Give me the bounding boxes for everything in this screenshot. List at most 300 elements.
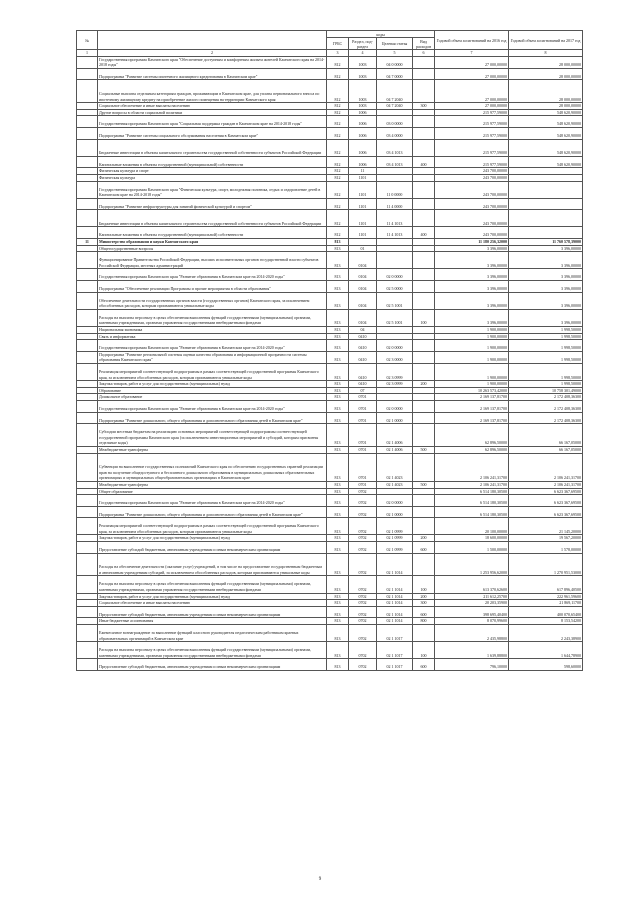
- row-amount-2016: 2 106 241,31700: [435, 481, 509, 488]
- row-section: 0702: [349, 506, 377, 518]
- row-grbs: 812: [327, 56, 349, 68]
- row-name: Подпрограмма "Развитие системы социального обслуживания населения в Камчатском крае": [98, 127, 327, 139]
- row-target: 02 1 0000: [377, 506, 413, 518]
- row-section: 0702: [349, 642, 377, 659]
- row-grbs: 812: [327, 127, 349, 139]
- table-row: [77, 227, 583, 239]
- row-amount-2017: [509, 227, 583, 239]
- row-name: Капитальные вложения в объекты государственной (муниципальной) собственности: [98, 156, 327, 168]
- row-num: [77, 181, 98, 198]
- row-target: 02 1 1017: [377, 625, 413, 642]
- row-target: 02 1 0999: [377, 535, 413, 542]
- row-amount-2017: 548 620,90000: [509, 139, 583, 156]
- row-target: 11 4 0000: [377, 198, 413, 210]
- row-amount-2016: 243 700,00000: [435, 181, 509, 198]
- row-amount-2017: 28 000,00000: [509, 80, 583, 103]
- table-row: [77, 168, 583, 175]
- row-amount-2017: [509, 174, 583, 181]
- row-grbs: 813: [327, 292, 349, 309]
- row-amount-2016: 27 000,00000: [435, 80, 509, 103]
- header-exp-type: Вид расходов: [413, 38, 435, 50]
- row-num: [77, 245, 98, 252]
- row-section: 0410: [349, 363, 377, 380]
- row-section: 0702: [349, 618, 377, 625]
- table-row: [77, 481, 583, 488]
- row-num: [77, 424, 98, 447]
- row-name: Министерство образования и науки Камчатского края: [98, 239, 327, 246]
- row-grbs: 813: [327, 453, 349, 481]
- row-section: 0104: [349, 292, 377, 309]
- column-index-cell: 4: [349, 50, 377, 57]
- row-name: Подпрограмма "Развитие системы ипотечного жилищного кредитования в Камчатском крае": [98, 68, 327, 80]
- row-num: [77, 400, 98, 412]
- row-section: 0702: [349, 542, 377, 554]
- table-row: [77, 446, 583, 453]
- row-name: Предоставление субсидий бюджетным, автономным учреждениям и иным некоммерческим организациям: [98, 659, 327, 671]
- row-grbs: 813: [327, 387, 349, 394]
- row-name: Межбюджетные трансферты: [98, 446, 327, 453]
- row-grbs: 813: [327, 394, 349, 401]
- row-target: 02 1 4006: [377, 424, 413, 447]
- table-row: [77, 269, 583, 281]
- row-grbs: 813: [327, 506, 349, 518]
- row-amount-2016: 18 600,00000: [435, 535, 509, 542]
- row-grbs: 813: [327, 400, 349, 412]
- row-grbs: 812: [327, 181, 349, 198]
- row-grbs: 812: [327, 156, 349, 168]
- row-amount-2017: 1 998,50000: [509, 381, 583, 388]
- row-amount-2017: 2 172 408,36300: [509, 412, 583, 424]
- row-num: [77, 103, 98, 110]
- row-amount-2017: 21 145,20000: [509, 518, 583, 535]
- row-section: 0410: [349, 333, 377, 340]
- row-amount-2016: 1 900,00000: [435, 363, 509, 380]
- row-amount-2016: 2 169 137,81700: [435, 394, 509, 401]
- row-grbs: 813: [327, 495, 349, 507]
- header-section: Раздел, под-раздел: [349, 38, 377, 50]
- row-grbs: 812: [327, 80, 349, 103]
- row-target: [377, 168, 413, 175]
- row-grbs: 813: [327, 340, 349, 352]
- row-exp-type: 800: [413, 618, 435, 625]
- row-amount-2016: 20 100,00000: [435, 518, 509, 535]
- table-row: [77, 535, 583, 542]
- row-exp-type: [413, 168, 435, 175]
- row-target: [377, 239, 413, 246]
- row-amount-2016: 10 263 573,42000: [435, 387, 509, 394]
- row-exp-type: [413, 109, 435, 116]
- row-name: Расходы на выплаты персоналу в целях обеспечения выполнения функций государственными (муниципальными) органами, казенными учреждениями, органами управления государственными внебюджетными фондами: [98, 309, 327, 326]
- row-grbs: 812: [327, 198, 349, 210]
- row-grbs: 813: [327, 309, 349, 326]
- row-amount-2016: 1 900,00000: [435, 327, 509, 334]
- row-target: 02 1 1014: [377, 618, 413, 625]
- row-amount-2016: 796,10000: [435, 659, 509, 671]
- row-target: 11 4 1013: [377, 227, 413, 239]
- row-amount-2016: 215 977,59000: [435, 156, 509, 168]
- row-exp-type: [413, 281, 435, 293]
- row-section: 0701: [349, 424, 377, 447]
- row-amount-2016: 62 896,50000: [435, 446, 509, 453]
- row-exp-type: 600: [413, 606, 435, 618]
- table-row: [77, 495, 583, 507]
- table-row: [77, 333, 583, 340]
- row-amount-2017: 1 998,50000: [509, 363, 583, 380]
- row-name: Государственная программа Камчатского края "Развитие образования в Камчатском крае на 2014-2020 годы": [98, 495, 327, 507]
- row-amount-2016: 1 900,00000: [435, 351, 509, 363]
- row-grbs: 813: [327, 239, 349, 246]
- table-row: [77, 309, 583, 326]
- table-row: [77, 518, 583, 535]
- row-grbs: 813: [327, 446, 349, 453]
- table-row: [77, 488, 583, 495]
- row-section: 1006: [349, 156, 377, 168]
- row-target: 02 1 0999: [377, 542, 413, 554]
- header-amount-2016: Годовой объем ассигнований на 2016 год: [435, 31, 509, 50]
- row-exp-type: 200: [413, 593, 435, 600]
- row-section: 0701: [349, 446, 377, 453]
- row-exp-type: 500: [413, 446, 435, 453]
- row-exp-type: 100: [413, 576, 435, 593]
- row-num: [77, 642, 98, 659]
- row-amount-2017: 548 620,90000: [509, 109, 583, 116]
- row-exp-type: [413, 412, 435, 424]
- row-target: 02 1 1014: [377, 600, 413, 607]
- row-grbs: 813: [327, 625, 349, 642]
- row-name: Предоставление субсидий бюджетным, автономным учреждениям и иным некоммерческим организациям: [98, 606, 327, 618]
- table-row: [77, 327, 583, 334]
- column-index-cell: 5: [377, 50, 413, 57]
- row-section: 1101: [349, 198, 377, 210]
- row-grbs: 813: [327, 542, 349, 554]
- row-section: 1006: [349, 127, 377, 139]
- row-name: Бюджетные инвестиции в объекты капитального строительства государственной собственности субъектов Российской Федерации: [98, 139, 327, 156]
- header-target: Целевая статья: [377, 38, 413, 50]
- row-amount-2017: [509, 210, 583, 227]
- row-num: [77, 269, 98, 281]
- header-amount-2017: Годовой объем ассигнований на 2017 год: [509, 31, 583, 50]
- row-amount-2016: 215 977,59000: [435, 127, 509, 139]
- table-row: [77, 381, 583, 388]
- table-row: [77, 553, 583, 576]
- table-row: [77, 68, 583, 80]
- row-name: Подпрограмма "Развитие дошкольного, общего образования и дополнительного образования детей в Камчатском крае": [98, 412, 327, 424]
- table-row: [77, 127, 583, 139]
- table-row: [77, 593, 583, 600]
- row-name: Расходы на обеспечение деятельности (оказание услуг) учреждений, в том числе на предоставление государственным бюджетным и автономным учреждениям субсидий, за исключением обособленных расходов, которым присваиваются уникальные коды: [98, 553, 327, 576]
- row-exp-type: [413, 553, 435, 576]
- row-section: 01: [349, 245, 377, 252]
- row-section: [349, 239, 377, 246]
- row-target: 02 1 0999: [377, 518, 413, 535]
- row-num: [77, 210, 98, 227]
- column-index-cell: 7: [435, 50, 509, 57]
- row-name: Связь и информатика: [98, 333, 327, 340]
- row-target: 02 1 1014: [377, 606, 413, 618]
- row-num: [77, 139, 98, 156]
- row-amount-2017: 222 961,59600: [509, 593, 583, 600]
- row-target: 02 1 1014: [377, 553, 413, 576]
- row-section: 07: [349, 387, 377, 394]
- row-name: Государственная программа Камчатского края "Развитие образования в Камчатском крае на 2014-2020 годы": [98, 340, 327, 352]
- row-amount-2017: 8 153,54200: [509, 618, 583, 625]
- row-section: 1101: [349, 210, 377, 227]
- row-amount-2017: 66 167,05000: [509, 424, 583, 447]
- row-grbs: 813: [327, 333, 349, 340]
- row-amount-2017: 400 070,65400: [509, 606, 583, 618]
- row-name: Социальное обеспечение и иные выплаты населению: [98, 103, 327, 110]
- row-section: 0701: [349, 481, 377, 488]
- row-exp-type: 400: [413, 156, 435, 168]
- row-grbs: 813: [327, 535, 349, 542]
- row-num: [77, 618, 98, 625]
- row-exp-type: [413, 424, 435, 447]
- row-amount-2016: 1 900,00000: [435, 381, 509, 388]
- row-amount-2017: 19 567,20000: [509, 535, 583, 542]
- row-amount-2017: 1 998,50000: [509, 351, 583, 363]
- row-num: [77, 593, 98, 600]
- row-num: [77, 453, 98, 481]
- row-grbs: 812: [327, 103, 349, 110]
- row-num: [77, 387, 98, 394]
- row-grbs: 813: [327, 252, 349, 269]
- table-row: [77, 174, 583, 181]
- table-row: [77, 198, 583, 210]
- row-section: 1006: [349, 109, 377, 116]
- column-index-cell: 3: [327, 50, 349, 57]
- row-amount-2016: 20 203,35900: [435, 600, 509, 607]
- row-name: Функционирование Правительства Российской Федерации, высших исполнительных органов государственной власти субъектов Российской Федерации, местных администраций: [98, 252, 327, 269]
- row-target: 02 5 1001: [377, 309, 413, 326]
- row-num: [77, 156, 98, 168]
- row-amount-2016: 243 700,00000: [435, 174, 509, 181]
- row-grbs: 813: [327, 381, 349, 388]
- row-num: [77, 340, 98, 352]
- row-target: 02 1 4006: [377, 446, 413, 453]
- row-target: [377, 394, 413, 401]
- row-section: 1003: [349, 103, 377, 110]
- row-exp-type: [413, 174, 435, 181]
- row-name: Подпрограмма "Обеспечение реализации Программы и прочие мероприятия в области образования": [98, 281, 327, 293]
- row-amount-2016: 243 700,00000: [435, 210, 509, 227]
- row-grbs: 813: [327, 488, 349, 495]
- row-target: 03 4 1013: [377, 139, 413, 156]
- row-section: 04: [349, 327, 377, 334]
- table-row: [77, 576, 583, 593]
- row-exp-type: 300: [413, 600, 435, 607]
- row-target: 02 0 0000: [377, 400, 413, 412]
- row-exp-type: [413, 340, 435, 352]
- row-num: [77, 80, 98, 103]
- row-num: [77, 495, 98, 507]
- row-amount-2016: 3 396,00000: [435, 269, 509, 281]
- row-amount-2016: 243 700,00000: [435, 168, 509, 175]
- row-target: 04 0 0000: [377, 56, 413, 68]
- row-section: 0702: [349, 659, 377, 671]
- row-target: 02 1 4023: [377, 481, 413, 488]
- row-amount-2016: 3 396,00000: [435, 292, 509, 309]
- row-exp-type: [413, 116, 435, 128]
- row-target: [377, 387, 413, 394]
- row-section: 0702: [349, 518, 377, 535]
- row-num: [77, 109, 98, 116]
- row-section: 11: [349, 168, 377, 175]
- row-section: 0702: [349, 576, 377, 593]
- row-name: Расходы на выплаты персоналу в целях обеспечения выполнения функций государственными (муниципальными) органами, казенными учреждениями, органами управления государственными внебюджетными фондами: [98, 576, 327, 593]
- row-amount-2016: 398 695,40400: [435, 606, 509, 618]
- row-grbs: 813: [327, 576, 349, 593]
- row-target: 02 0 0000: [377, 269, 413, 281]
- table-row: [77, 412, 583, 424]
- row-amount-2016: 1 639,88800: [435, 642, 509, 659]
- row-num: [77, 116, 98, 128]
- row-section: 1006: [349, 139, 377, 156]
- row-num: [77, 600, 98, 607]
- page-number: 9: [318, 877, 322, 882]
- table-row: [77, 56, 583, 68]
- row-name: Реализация мероприятий соответствующей подпрограммы в рамках соответствующей государственной программы Камчатского края, за исключением обособленных расходов, которым присваиваются уникальные коды: [98, 363, 327, 380]
- row-amount-2017: 3 396,00000: [509, 292, 583, 309]
- row-name: Государственная программа Камчатского края "Обеспечение доступным и комфортным жильем жителей Камчатского края на 2014-2018 годы": [98, 56, 327, 68]
- row-grbs: 813: [327, 327, 349, 334]
- row-name: Предоставление субсидий бюджетным, автономным учреждениям и иным некоммерческим организациям: [98, 542, 327, 554]
- row-amount-2017: 1 270 951,53000: [509, 553, 583, 576]
- row-grbs: 812: [327, 139, 349, 156]
- row-name: Капитальные вложения в объекты государственной (муниципальной) собственности: [98, 227, 327, 239]
- column-index-row: [77, 50, 583, 57]
- row-amount-2017: 6 623 367,69500: [509, 488, 583, 495]
- row-amount-2016: 2 435,98800: [435, 625, 509, 642]
- table-row: [77, 281, 583, 293]
- row-amount-2017: 2 106 241,31700: [509, 453, 583, 481]
- row-name: Подпрограмма "Развитие региональной системы оценки качества образования и информационной прозрачности системы образования Камчатского края": [98, 351, 327, 363]
- row-section: 1101: [349, 227, 377, 239]
- row-name: Обеспечение деятельности государственных органов власти (государственных органов) Камчатского края, за исключением обособленных расходов, которым присваиваются уникальные коды: [98, 292, 327, 309]
- row-amount-2017: 2 172 408,36300: [509, 400, 583, 412]
- row-target: [377, 333, 413, 340]
- table-row: [77, 103, 583, 110]
- table-row: [77, 542, 583, 554]
- row-exp-type: [413, 127, 435, 139]
- row-amount-2017: 2 243,38900: [509, 625, 583, 642]
- row-exp-type: [413, 363, 435, 380]
- row-exp-type: [413, 453, 435, 481]
- row-name: Другие вопросы в области социальной политики: [98, 109, 327, 116]
- row-amount-2016: 2 169 137,81700: [435, 412, 509, 424]
- row-target: 02 1 4023: [377, 453, 413, 481]
- row-exp-type: [413, 252, 435, 269]
- row-target: [377, 327, 413, 334]
- row-section: 0702: [349, 593, 377, 600]
- row-num: [77, 174, 98, 181]
- row-amount-2017: 10 758 301,49000: [509, 387, 583, 394]
- row-amount-2016: 27 000,00000: [435, 103, 509, 110]
- row-num: [77, 252, 98, 269]
- row-amount-2017: 598,60000: [509, 659, 583, 671]
- row-num: [77, 553, 98, 576]
- row-exp-type: [413, 625, 435, 642]
- row-amount-2017: 617 896,40500: [509, 576, 583, 593]
- row-exp-type: [413, 239, 435, 246]
- row-num: [77, 281, 98, 293]
- table-row: [77, 453, 583, 481]
- table-row: [77, 181, 583, 198]
- row-num: [77, 535, 98, 542]
- table-row: [77, 387, 583, 394]
- row-amount-2017: 28 000,00000: [509, 103, 583, 110]
- row-grbs: 813: [327, 281, 349, 293]
- row-name: Закупка товаров, работ и услуг для государственных (муниципальных) нужд: [98, 381, 327, 388]
- row-grbs: 812: [327, 109, 349, 116]
- row-num: [77, 363, 98, 380]
- row-exp-type: 200: [413, 535, 435, 542]
- row-grbs: 813: [327, 245, 349, 252]
- row-amount-2017: 548 620,90000: [509, 156, 583, 168]
- row-name: Дошкольное образование: [98, 394, 327, 401]
- row-target: [377, 488, 413, 495]
- row-exp-type: 300: [413, 103, 435, 110]
- row-name: Физическая культура и спорт: [98, 168, 327, 175]
- row-exp-type: [413, 495, 435, 507]
- row-section: 1003: [349, 68, 377, 80]
- table-row: [77, 394, 583, 401]
- row-section: 0701: [349, 412, 377, 424]
- row-exp-type: [413, 210, 435, 227]
- table-row: [77, 156, 583, 168]
- row-amount-2017: [509, 181, 583, 198]
- row-grbs: 813: [327, 412, 349, 424]
- row-num: [77, 127, 98, 139]
- row-section: 0702: [349, 488, 377, 495]
- row-name: Государственная программа Камчатского края "Развитие образования в Камчатском крае на 2014-2020 годы": [98, 400, 327, 412]
- row-amount-2016: 1 500,00000: [435, 542, 509, 554]
- row-target: [377, 174, 413, 181]
- table-row: [77, 642, 583, 659]
- row-section: 0104: [349, 309, 377, 326]
- row-exp-type: [413, 181, 435, 198]
- table-body: [77, 56, 583, 670]
- row-amount-2016: 6 514 180,30500: [435, 506, 509, 518]
- row-num: [77, 659, 98, 671]
- column-index-cell: 8: [509, 50, 583, 57]
- row-amount-2017: 1 998,50000: [509, 327, 583, 334]
- row-target: [377, 245, 413, 252]
- row-num: [77, 227, 98, 239]
- row-amount-2016: 2 106 241,31700: [435, 453, 509, 481]
- row-num: [77, 506, 98, 518]
- row-name: Бюджетные инвестиции в объекты капитального строительства государственной собственности субъектов Российской Федерации: [98, 210, 327, 227]
- row-name: Социальные выплаты отдельным категориям граждан, проживающим в Камчатском крае, для уплаты первоначального взноса по ипотечному жилищному кредиту на приобретение жилого помещения на территории Камчатского края: [98, 80, 327, 103]
- row-num: 11: [77, 239, 98, 246]
- row-amount-2016: 6 514 180,30500: [435, 488, 509, 495]
- table-row: [77, 210, 583, 227]
- row-name: Закупка товаров, работ и услуг для государственных (муниципальных) нужд: [98, 593, 327, 600]
- row-target: 03 4 0000: [377, 127, 413, 139]
- row-grbs: 813: [327, 593, 349, 600]
- row-amount-2016: 1 900,00000: [435, 340, 509, 352]
- row-amount-2016: 62 896,50000: [435, 424, 509, 447]
- row-target: [377, 109, 413, 116]
- row-num: [77, 542, 98, 554]
- row-amount-2016: 215 977,59000: [435, 109, 509, 116]
- row-exp-type: [413, 269, 435, 281]
- table-row: [77, 659, 583, 671]
- row-exp-type: [413, 351, 435, 363]
- row-name: Подпрограмма "Развитие инфраструктуры для занятий физической культурой и спортом": [98, 198, 327, 210]
- table-row: [77, 252, 583, 269]
- row-section: 0410: [349, 351, 377, 363]
- header-num: №: [77, 31, 98, 50]
